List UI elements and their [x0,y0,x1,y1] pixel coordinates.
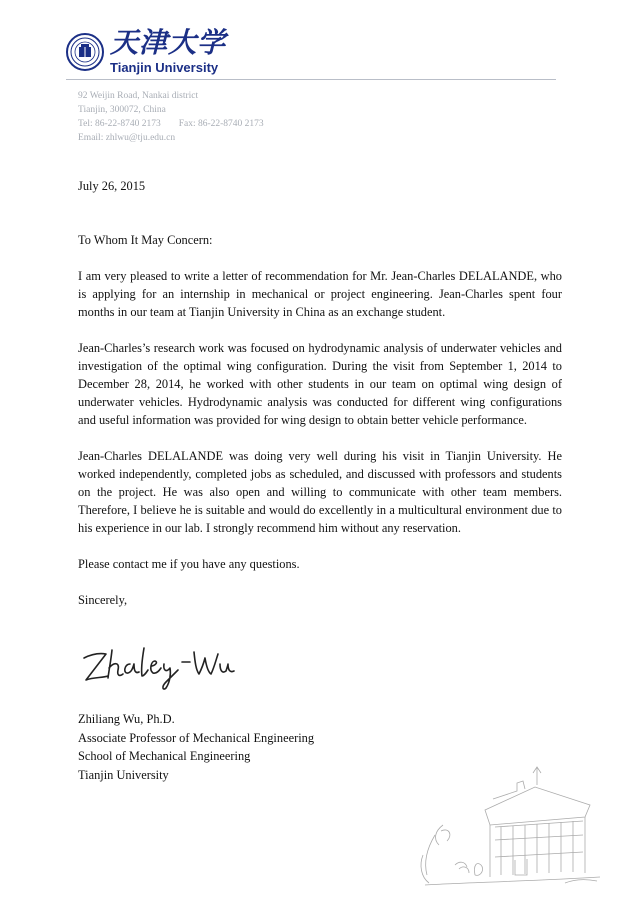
closing-request: Please contact me if you have any questions. [78,557,300,571]
signatory-name: Zhiliang Wu, Ph.D. [78,712,175,726]
paragraph-research: Jean-Charles’s research work was focused on hydrodynamic analysis of underwater vehicles and investigation of the optimal wing configuration. During the visit from September 1, 2014 to December 28, 2014, he worked with other students in our team on optimal wing design of underwater vehicles. Hydrodynamic analysis was conducted for different wing configurations and useful information was provided for wing design to obtain better vehicle performance. [78,341,562,427]
building-sketch-watermark [415,765,605,900]
fax: Fax: 86-22-8740 2173 [178,119,264,129]
email: Email: zhlwu@tju.edu.cn [78,133,176,143]
signatory-university: Tianjin University [78,767,169,782]
paragraph-recommendation: Jean-Charles DELALANDE was doing very well during his visit in Tianjin University. He worked independently, completed jobs as scheduled, and discussed with professors and students on the project. He was also open and willing to communicate with other team members. Therefore, I believe he is suitable and would do excellently in a multicultural environment due to his experience in our lab. I strongly recommend him without any reservation. [78,449,562,535]
paragraph-intro: I am very pleased to write a letter of recommendation for Mr. Jean-Charles DELALANDE, who is applying for an internship in mechanical or project engineering. Jean-Charles spent four months in our team at Tianjin University in China as an exchange student. [78,269,562,319]
address-line-1: 92 Weijin Road, Nankai district [78,91,199,101]
letter-date: July 26, 2015 [78,179,146,193]
header-divider [66,79,556,80]
signatory-school: School of Mechanical Engineering [78,749,251,763]
valediction: Sincerely, [78,593,128,607]
handwritten-signature [78,640,238,692]
university-name-chinese: 天津大学 [110,26,227,59]
university-logo [66,27,226,81]
letter-body [78,177,562,609]
university-name-english: Tianjin University [110,60,219,75]
telephone: Tel: 86-22-8740 2173 [78,119,161,129]
university-seal-icon [66,33,104,71]
contact-block [78,89,264,145]
phone-fax-line [78,117,264,131]
salutation: To Whom It May Concern: [78,233,213,247]
signature-block [78,710,314,784]
address-line-2: Tianjin, 300072, China [78,105,166,115]
signatory-title: Associate Professor of Mechanical Engineering [78,730,315,745]
